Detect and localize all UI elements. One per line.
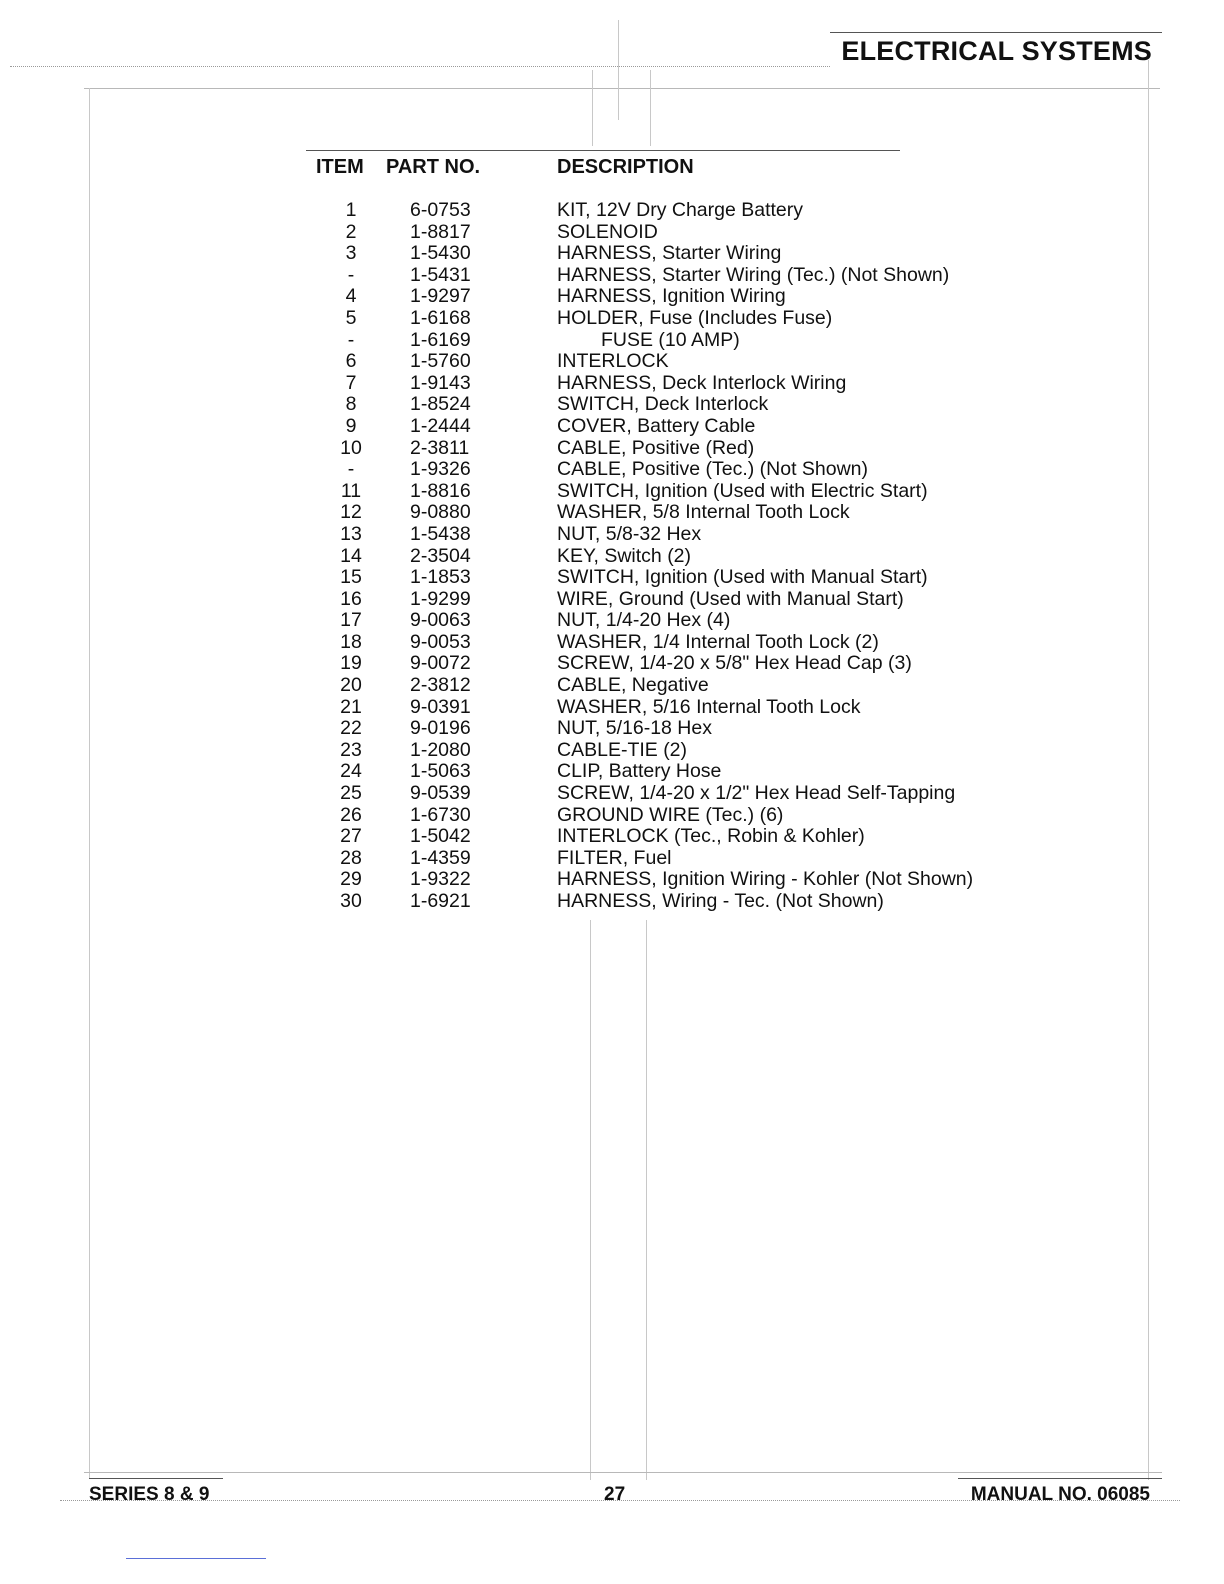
item-number: 9 — [345, 414, 357, 437]
column-header-part-no: PART NO. — [386, 156, 481, 178]
item-number: 14 — [340, 544, 362, 567]
table-row — [0, 869, 1224, 891]
part-number: 9-0391 — [410, 695, 471, 718]
table-row — [0, 805, 1224, 827]
part-description: NUT, 1/4-20 Hex (4) — [557, 609, 731, 632]
part-number: 9-0063 — [410, 609, 471, 632]
item-number: - — [347, 263, 355, 286]
part-description: COVER, Battery Cable — [557, 414, 756, 437]
table-row — [0, 891, 1224, 913]
item-number: 8 — [345, 393, 357, 416]
item-number: 30 — [340, 890, 362, 912]
table-row — [0, 502, 1224, 524]
item-number: 2 — [345, 220, 357, 243]
part-description: HARNESS, Ignition Wiring — [557, 285, 786, 308]
part-number: 1-5438 — [410, 522, 471, 545]
item-number: 21 — [340, 695, 362, 718]
part-number: 9-0539 — [410, 782, 471, 805]
part-description: SCREW, 1/4-20 x 1/2" Hex Head Self-Tapping — [557, 782, 956, 805]
table-row — [0, 481, 1224, 503]
part-number: 1-9326 — [410, 458, 471, 481]
table-row — [0, 826, 1224, 848]
column-header-item: ITEM — [316, 156, 364, 178]
part-description: CABLE, Positive (Red) — [557, 436, 755, 459]
part-description: SWITCH, Ignition (Used with Electric Start) — [557, 479, 928, 502]
item-number: 25 — [340, 782, 362, 805]
item-number: 19 — [340, 652, 362, 675]
part-number: 6-0753 — [410, 199, 471, 221]
page-number: 27 — [604, 1484, 626, 1505]
part-description: WASHER, 5/16 Internal Tooth Lock — [557, 695, 861, 718]
table-row — [0, 783, 1224, 805]
part-number: 1-5431 — [410, 263, 471, 286]
header-underline-rule — [84, 88, 1160, 89]
footer-series: SERIES 8 & 9 — [89, 1484, 210, 1505]
part-number: 1-5430 — [410, 242, 471, 265]
table-row — [0, 848, 1224, 870]
part-number: 1-5760 — [410, 350, 471, 373]
part-number: 1-8817 — [410, 220, 471, 243]
item-number: 15 — [340, 566, 362, 589]
footer-left-rule — [89, 1478, 223, 1479]
part-description: SOLENOID — [557, 220, 658, 243]
item-number: 18 — [340, 630, 362, 653]
part-description: HARNESS, Starter Wiring — [557, 242, 782, 265]
item-number: 5 — [345, 306, 357, 329]
part-number: 1-8816 — [410, 479, 471, 502]
manual-number: MANUAL NO. 06085 — [970, 1484, 1150, 1505]
table-row — [0, 243, 1224, 265]
table-row — [0, 373, 1224, 395]
part-number: 2-3812 — [410, 674, 471, 697]
item-number: 16 — [340, 587, 362, 610]
part-description: HARNESS, Starter Wiring (Tec.) (Not Shown) — [557, 263, 950, 286]
part-number: 1-9297 — [410, 285, 471, 308]
part-description: NUT, 5/8-32 Hex — [557, 522, 702, 545]
part-number: 1-6730 — [410, 803, 471, 826]
item-number: 27 — [340, 825, 362, 848]
parts-list — [0, 200, 1224, 913]
table-row — [0, 653, 1224, 675]
table-row — [0, 697, 1224, 719]
part-description: SCREW, 1/4-20 x 5/8" Hex Head Cap (3) — [557, 652, 912, 675]
item-number: 7 — [345, 371, 357, 394]
part-number: 1-9322 — [410, 868, 471, 891]
part-description: FUSE (10 AMP) — [601, 328, 740, 351]
item-number: 20 — [340, 674, 362, 697]
table-row — [0, 610, 1224, 632]
item-number: - — [347, 328, 355, 351]
table-row — [0, 351, 1224, 373]
item-number: 1 — [345, 199, 357, 221]
table-row — [0, 459, 1224, 481]
part-description: CABLE, Negative — [557, 674, 709, 697]
footer-right-rule — [958, 1478, 1162, 1479]
part-number: 1-5042 — [410, 825, 471, 848]
table-row — [0, 394, 1224, 416]
table-row — [0, 740, 1224, 762]
part-number: 1-9299 — [410, 587, 471, 610]
table-row — [0, 200, 1224, 222]
table-row — [0, 222, 1224, 244]
item-number: 24 — [340, 760, 362, 783]
part-number: 9-0880 — [410, 501, 471, 524]
part-description: HOLDER, Fuse (Includes Fuse) — [557, 306, 833, 329]
part-description: NUT, 5/16-18 Hex — [557, 717, 712, 740]
part-description: KEY, Switch (2) — [557, 544, 692, 567]
item-number: 28 — [340, 846, 362, 869]
item-number: 4 — [345, 285, 357, 308]
item-number: 29 — [340, 868, 362, 891]
part-number: 1-2444 — [410, 414, 471, 437]
table-row — [0, 265, 1224, 287]
part-number: 1-6168 — [410, 306, 471, 329]
part-description: GROUND WIRE (Tec.) (6) — [557, 803, 784, 826]
item-number: 12 — [340, 501, 362, 524]
table-row — [0, 416, 1224, 438]
part-number: 9-0072 — [410, 652, 471, 675]
part-description: HARNESS, Wiring - Tec. (Not Shown) — [557, 890, 884, 912]
section-title: ELECTRICAL SYSTEMS — [841, 36, 1152, 66]
table-row — [0, 718, 1224, 740]
table-row — [0, 524, 1224, 546]
item-number: 3 — [345, 242, 357, 265]
part-description: HARNESS, Ignition Wiring - Kohler (Not Shown) — [557, 868, 974, 891]
table-row — [0, 567, 1224, 589]
part-number: 1-8524 — [410, 393, 471, 416]
part-description: SWITCH, Ignition (Used with Manual Start) — [557, 566, 928, 589]
table-row — [0, 589, 1224, 611]
item-number: - — [347, 458, 355, 481]
part-description: WIRE, Ground (Used with Manual Start) — [557, 587, 904, 610]
item-number: 22 — [340, 717, 362, 740]
part-description: CABLE-TIE (2) — [557, 738, 688, 761]
item-number: 26 — [340, 803, 362, 826]
table-row — [0, 675, 1224, 697]
part-description: SWITCH, Deck Interlock — [557, 393, 769, 416]
table-row — [0, 330, 1224, 352]
part-number: 1-5063 — [410, 760, 471, 783]
item-number: 17 — [340, 609, 362, 632]
table-row — [0, 761, 1224, 783]
header-top-rule — [830, 32, 1162, 33]
item-number: 6 — [345, 350, 357, 373]
part-description: CLIP, Battery Hose — [557, 760, 722, 783]
part-number: 1-2080 — [410, 738, 471, 761]
table-row — [0, 632, 1224, 654]
part-number: 1-6921 — [410, 890, 471, 912]
part-number: 1-6169 — [410, 328, 471, 351]
part-number: 1-1853 — [410, 566, 471, 589]
lower-fold-line-left — [590, 920, 591, 1480]
item-number: 11 — [340, 479, 362, 502]
part-description: INTERLOCK (Tec., Robin & Kohler) — [557, 825, 865, 848]
part-number: 2-3504 — [410, 544, 471, 567]
part-description: INTERLOCK — [557, 350, 669, 373]
part-number: 9-0196 — [410, 717, 471, 740]
header-dotted-rule — [10, 66, 830, 67]
table-header-rule — [306, 150, 900, 151]
part-description: WASHER, 1/4 Internal Tooth Lock (2) — [557, 630, 879, 653]
item-number: 10 — [340, 436, 362, 459]
part-description: HARNESS, Deck Interlock Wiring — [557, 371, 847, 394]
item-number: 23 — [340, 738, 362, 761]
table-row — [0, 286, 1224, 308]
footer-top-rule — [84, 1472, 1162, 1473]
fold-line-center — [618, 20, 619, 120]
part-description: FILTER, Fuel — [557, 846, 672, 869]
table-row — [0, 438, 1224, 460]
column-header-description: DESCRIPTION — [557, 156, 694, 178]
part-description: WASHER, 5/8 Internal Tooth Lock — [557, 501, 850, 524]
table-row — [0, 308, 1224, 330]
lower-fold-line-right — [646, 920, 647, 1480]
item-number: 13 — [340, 522, 362, 545]
part-number: 1-4359 — [410, 846, 471, 869]
part-description: KIT, 12V Dry Charge Battery — [557, 199, 804, 221]
fold-line-right — [650, 70, 651, 146]
table-row — [0, 546, 1224, 568]
part-number: 1-9143 — [410, 371, 471, 394]
part-number: 2-3811 — [410, 436, 470, 459]
scan-artifact-line — [126, 1558, 266, 1559]
fold-line-left — [592, 70, 593, 146]
part-description: CABLE, Positive (Tec.) (Not Shown) — [557, 458, 869, 481]
part-number: 9-0053 — [410, 630, 471, 653]
